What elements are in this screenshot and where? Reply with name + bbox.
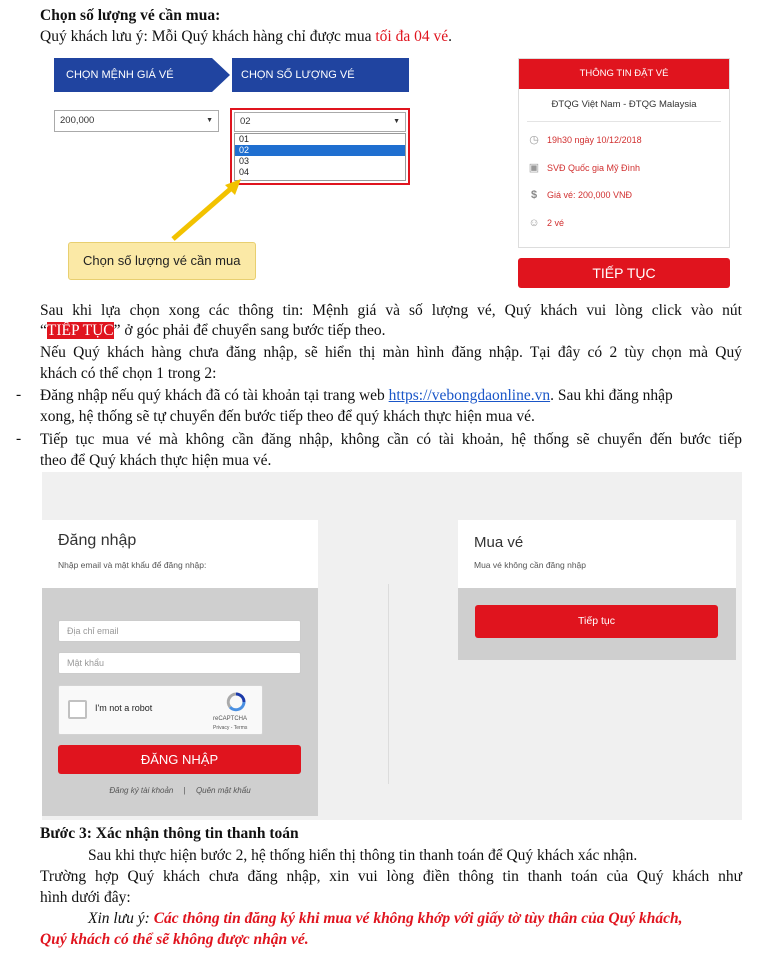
instruction-line: Sau khi lựa chọn xong các thông tin: Mệnh giá và số lượng vé, Quý khách vui lòng click vào nút xyxy=(40,302,742,319)
guest-header-panel xyxy=(458,520,736,588)
continue-highlight: TIẾP TỤC xyxy=(46,322,114,339)
quantity-option[interactable]: 04 xyxy=(239,167,250,177)
purchase-limit-note: Quý khách lưu ý: Mỗi Quý khách hàng chỉ được mua tối đa 04 vé. xyxy=(40,28,452,45)
seat-icon: ☺ xyxy=(528,217,540,229)
ticket-price: $ Giá vé: 200,000 VNĐ xyxy=(527,189,632,201)
divider xyxy=(527,121,721,122)
step3-heading: Bước 3: Xác nhận thông tin thanh toán xyxy=(40,825,299,842)
bullet-login: xong, hệ thống sẽ tự chuyển đến bước tiếp theo để quý khách thực hiện mua vé. xyxy=(40,408,535,425)
login-title: Đăng nhập xyxy=(58,532,137,549)
step-arrow-icon xyxy=(212,58,230,92)
login-subtitle: Nhập email và mật khẩu để đăng nhập: xyxy=(58,560,207,570)
dollar-icon: $ xyxy=(530,189,538,201)
warning-line xyxy=(40,909,742,929)
password-field[interactable]: Mật khẩu xyxy=(58,652,301,674)
guest-title: Mua vé xyxy=(474,534,524,551)
section-heading: Chọn số lượng vé cần mua: xyxy=(40,7,221,24)
login-button[interactable]: ĐĂNG NHẬP xyxy=(58,745,301,774)
price-select[interactable]: 200,000 ▼ xyxy=(54,110,219,132)
booking-info-panel xyxy=(518,58,730,248)
email-field[interactable]: Địa chỉ email xyxy=(58,620,301,642)
recaptcha-privacy[interactable]: Privacy - Terms xyxy=(213,725,248,731)
vertical-divider xyxy=(388,584,389,784)
quantity-option[interactable]: 03 xyxy=(239,156,250,166)
quantity-select[interactable]: 02 ▼ xyxy=(234,112,406,132)
step-choose-price[interactable]: CHỌN MỆNH GIÁ VÉ xyxy=(54,58,212,92)
guest-subtitle: Mua vé không cần đăng nhập xyxy=(474,560,587,570)
chevron-down-icon: ▼ xyxy=(206,117,213,124)
booking-info-header: THÔNG TIN ĐẶT VÉ xyxy=(519,59,729,89)
callout-arrow-icon xyxy=(167,177,247,243)
warning-line: Quý khách có thể sẽ không được nhận vé. xyxy=(40,931,309,948)
step3-line: hình dưới đây: xyxy=(40,889,131,906)
warning-text: Các thông tin đăng ký khi mua vé không khớp với giấy tờ tùy thân của Quý khách, xyxy=(153,910,683,927)
bullet-guest: Tiếp tục mua vé mà không cần đăng nhập, không cần có tài khoản, hệ thống sẽ chuyển đến bước tiếp xyxy=(40,431,742,448)
match-time: ◷ 19h30 ngày 10/12/2018 xyxy=(527,133,642,146)
login-header-panel xyxy=(42,520,318,588)
bullet-guest: theo để Quý khách thực hiện mua vé. xyxy=(40,452,272,469)
bullet-login: Đăng nhập nếu quý khách đã có tài khoản tại trang web https://vebongdaonline.vn. Sau khi đăng nhập xyxy=(40,387,673,404)
account-links xyxy=(42,786,318,795)
instruction-line: khách có thể chọn 1 trong 2: xyxy=(40,365,217,382)
match-venue: ▣ SVĐ Quốc gia Mỹ Đình xyxy=(528,162,641,174)
step3-line: Trường hợp Quý khách chưa đăng nhập, xin vui lòng điền thông tin thanh toán của Quý khách như xyxy=(40,868,742,885)
callout-box: Chọn số lượng vé cần mua xyxy=(68,242,256,280)
ticket-selection-screenshot xyxy=(52,52,742,298)
clock-icon: ◷ xyxy=(529,134,539,146)
continue-button[interactable]: TIẾP TỤC xyxy=(518,258,730,288)
website-link[interactable]: https://vebongdaonline.vn xyxy=(388,387,551,404)
login-screenshot xyxy=(42,472,742,820)
chevron-down-icon: ▼ xyxy=(393,118,400,125)
bullet-marker: - xyxy=(16,386,22,403)
register-link[interactable]: Đăng ký tài khoản xyxy=(109,786,174,795)
step3-line: Sau khi thực hiện bước 2, hệ thống hiển thị thông tin thanh toán để Quý khách xác nhận. xyxy=(88,847,638,864)
stadium-icon: ▣ xyxy=(528,162,540,174)
match-name: ĐTQG Việt Nam - ĐTQG Malaysia xyxy=(551,99,697,110)
quantity-option-selected[interactable]: 02 xyxy=(235,145,405,156)
quantity-dropdown-list xyxy=(234,133,406,181)
recaptcha-brand: reCAPTCHA xyxy=(213,716,248,722)
bullet-marker: - xyxy=(16,430,22,447)
recaptcha-label: I'm not a robot xyxy=(95,703,153,713)
guest-continue-button[interactable]: Tiếp tục xyxy=(475,605,718,638)
recaptcha-checkbox[interactable] xyxy=(68,700,87,719)
link-separator: | xyxy=(183,786,186,795)
quantity-option[interactable]: 01 xyxy=(239,134,250,144)
warning-label: Xin lưu ý: xyxy=(88,910,154,927)
step-choose-quantity[interactable]: CHỌN SỐ LƯỢNG VÉ xyxy=(232,58,409,92)
instruction-line: Nếu Quý khách hàng chưa đăng nhập, sẽ hiển thị màn hình đăng nhập. Tại đây có 2 tùy chọn mà Quý xyxy=(40,344,742,361)
recaptcha-logo-icon xyxy=(225,692,247,712)
instruction-line: “TIẾP TỤC” ở góc phải để chuyển sang bước tiếp theo. xyxy=(40,322,386,339)
forgot-password-link[interactable]: Quên mật khẩu xyxy=(195,786,251,795)
limit-highlight: tối đa 04 vé xyxy=(375,28,449,45)
recaptcha-widget xyxy=(58,685,263,735)
ticket-count: ☺ 2 vé xyxy=(528,217,565,229)
